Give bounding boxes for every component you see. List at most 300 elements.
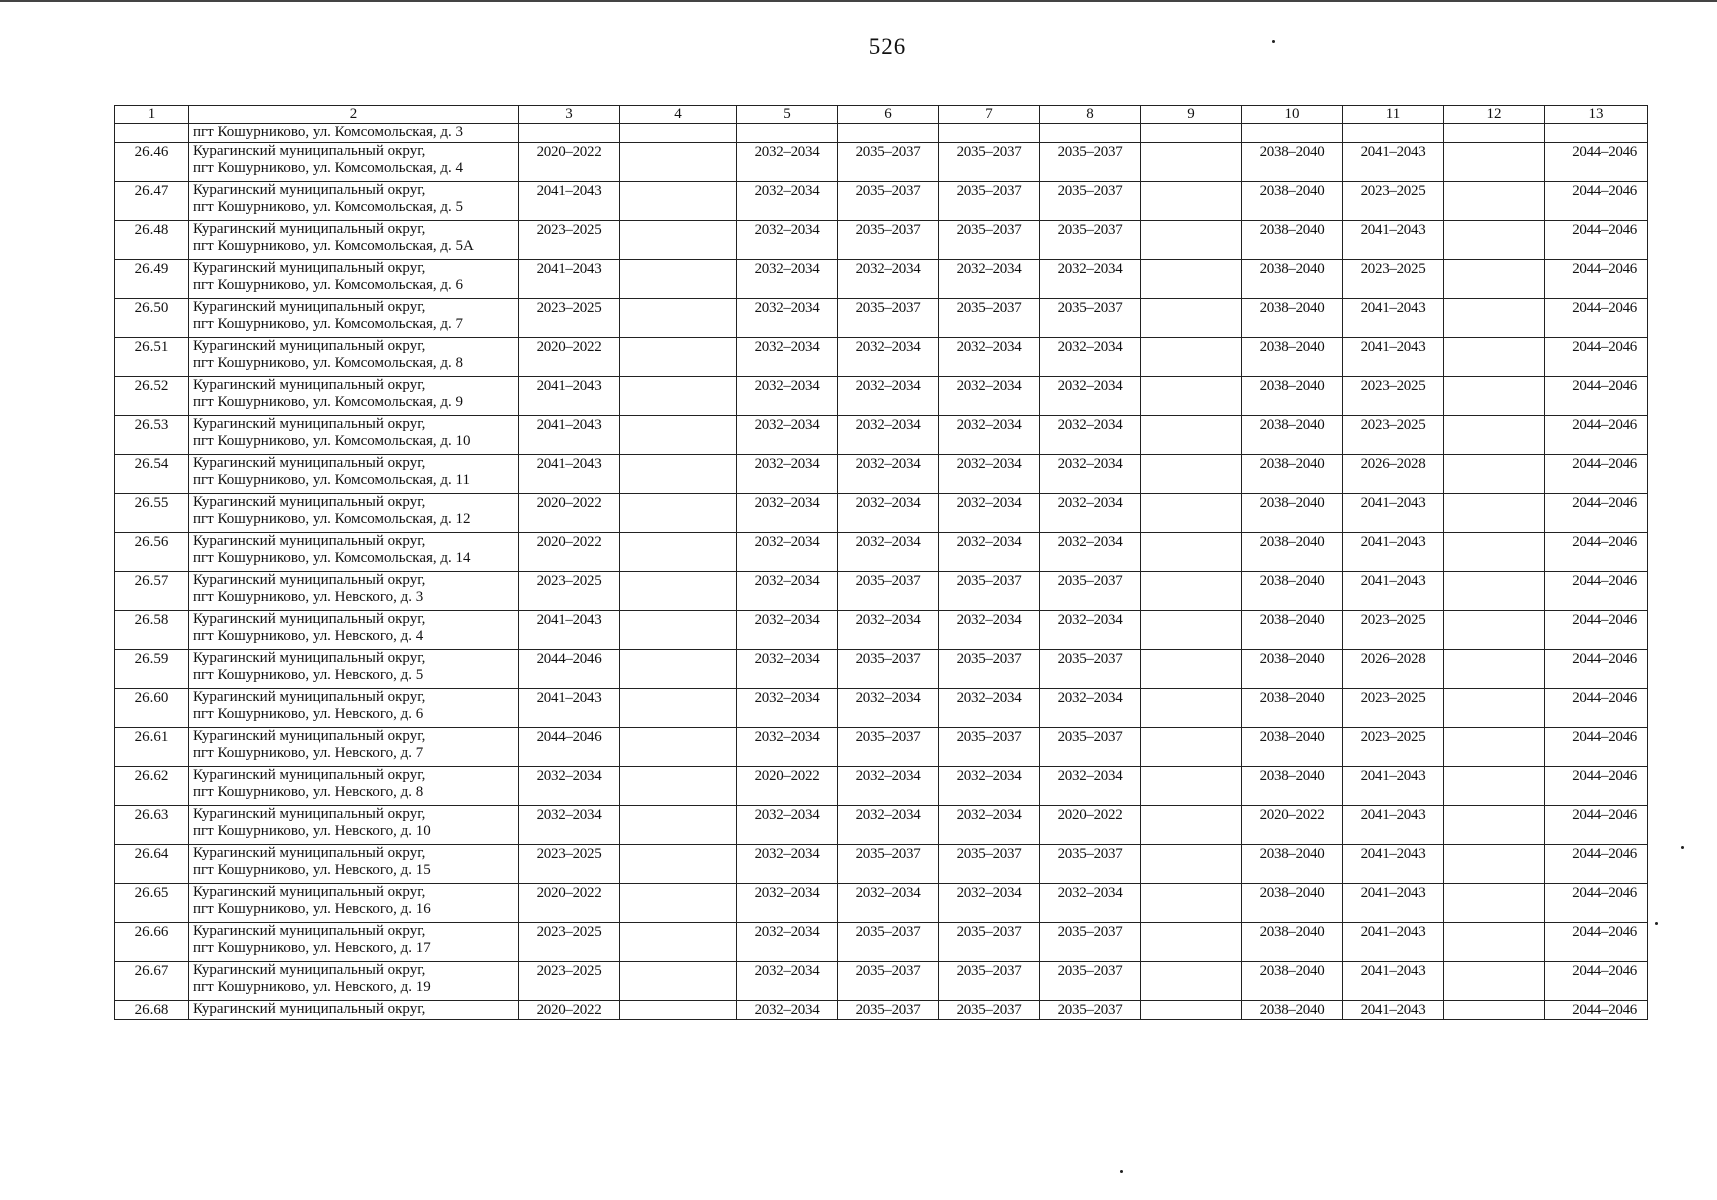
- cell-c10: 2038–2040: [1242, 533, 1343, 572]
- cell-c3: 2032–2034: [519, 806, 620, 845]
- address-line-2: пгт Кошурниково, ул. Комсомольская, д. 5: [193, 199, 464, 215]
- address-line-2: пгт Кошурниково, ул. Невского, д. 15: [193, 862, 431, 878]
- cell-c5: 2032–2034: [737, 611, 838, 650]
- cell-c11: 2041–2043: [1343, 884, 1444, 923]
- address-line-1: Курагинский муниципальный округ,: [193, 221, 426, 237]
- cell-c8: 2035–2037: [1040, 962, 1141, 1001]
- cell-c3: 2020–2022: [519, 884, 620, 923]
- cell-c9: [1141, 338, 1242, 377]
- cell-c11: 2041–2043: [1343, 572, 1444, 611]
- cell-c12: [1444, 923, 1545, 962]
- cell-num: 26.65: [115, 884, 189, 923]
- cell-c10: 2038–2040: [1242, 767, 1343, 806]
- cell-c4: [620, 806, 737, 845]
- cell-c7: 2032–2034: [939, 338, 1040, 377]
- cell-c5: 2032–2034: [737, 689, 838, 728]
- cell-c7: 2035–2037: [939, 299, 1040, 338]
- cell-num: 26.54: [115, 455, 189, 494]
- header-row: [115, 106, 1648, 124]
- address-line-2: пгт Кошурниково, ул. Невского, д. 16: [193, 901, 431, 917]
- cell-c7: 2035–2037: [939, 221, 1040, 260]
- cell-c11: 2041–2043: [1343, 143, 1444, 182]
- address-line-2: пгт Кошурниково, ул. Невского, д. 17: [193, 940, 431, 956]
- address-line-1: Курагинский муниципальный округ,: [193, 338, 426, 354]
- table-row: [115, 377, 1648, 416]
- cell-c3: 2041–2043: [519, 455, 620, 494]
- cell-c10: 2038–2040: [1242, 416, 1343, 455]
- cell-c11: 2041–2043: [1343, 533, 1444, 572]
- table-row: [115, 143, 1648, 182]
- cell-num: 26.66: [115, 923, 189, 962]
- cell-c9: [1141, 650, 1242, 689]
- cell-c13: 2044–2046: [1545, 728, 1648, 767]
- cell-c11: 2041–2043: [1343, 338, 1444, 377]
- cell-c6: 2035–2037: [838, 299, 939, 338]
- cell-c4: [620, 923, 737, 962]
- cell-c4: [620, 221, 737, 260]
- cell-c8: 2035–2037: [1040, 221, 1141, 260]
- address-line-1: Курагинский муниципальный округ,: [193, 728, 426, 744]
- address-line-1: Курагинский муниципальный округ,: [193, 143, 426, 159]
- address-line-1: Курагинский муниципальный округ,: [193, 767, 426, 783]
- cell-c8: 2032–2034: [1040, 338, 1141, 377]
- cell-c6: 2032–2034: [838, 416, 939, 455]
- cell-c6: 2035–2037: [838, 845, 939, 884]
- cell-address: [189, 377, 519, 416]
- cell-c5: 2032–2034: [737, 533, 838, 572]
- cell-address: [189, 221, 519, 260]
- column-header-13: 13: [1545, 106, 1648, 124]
- cell-c7: 2035–2037: [939, 572, 1040, 611]
- cell-c6: 2032–2034: [838, 455, 939, 494]
- address-line-2: пгт Кошурниково, ул. Комсомольская, д. 11: [193, 472, 470, 488]
- cell-address: [189, 1001, 519, 1020]
- table-row: [115, 650, 1648, 689]
- cell-address: [189, 299, 519, 338]
- cell-c9: [1141, 884, 1242, 923]
- cell-c3: 2044–2046: [519, 650, 620, 689]
- cell-c12: [1444, 611, 1545, 650]
- cell-c6: 2032–2034: [838, 884, 939, 923]
- cell-c5: 2032–2034: [737, 1001, 838, 1020]
- cell-c4: [620, 689, 737, 728]
- cell-num: 26.63: [115, 806, 189, 845]
- cell-c9: [1141, 416, 1242, 455]
- address-line-2: пгт Кошурниково, ул. Невского, д. 19: [193, 979, 431, 995]
- cell-c10: 2038–2040: [1242, 377, 1343, 416]
- cell-c13: 2044–2046: [1545, 845, 1648, 884]
- cell-address: [189, 923, 519, 962]
- cell-c4: [620, 533, 737, 572]
- continuation-row: [115, 124, 1648, 143]
- cell-c11: 2023–2025: [1343, 728, 1444, 767]
- address-line-2: пгт Кошурниково, ул. Невского, д. 5: [193, 667, 424, 683]
- cell-address: [189, 455, 519, 494]
- address-line-2: пгт Кошурниково, ул. Комсомольская, д. 12: [193, 511, 471, 527]
- address-line-2: пгт Кошурниково, ул. Невского, д. 3: [193, 589, 424, 605]
- cell-c12: [1444, 533, 1545, 572]
- cell-c4: [620, 572, 737, 611]
- page-number: 526: [868, 34, 907, 59]
- cell-c9: [1141, 455, 1242, 494]
- cell-c10: 2038–2040: [1242, 923, 1343, 962]
- cell-c11: 2023–2025: [1343, 689, 1444, 728]
- cell-c13: 2044–2046: [1545, 767, 1648, 806]
- address-line-2: пгт Кошурниково, ул. Невского, д. 10: [193, 823, 431, 839]
- cell-c13: 2044–2046: [1545, 884, 1648, 923]
- table-row: [115, 416, 1648, 455]
- cell-c5: 2032–2034: [737, 494, 838, 533]
- cell-c11: 2041–2043: [1343, 845, 1444, 884]
- cell-c4: [620, 299, 737, 338]
- cell-c4: [620, 338, 737, 377]
- cell-num: 26.51: [115, 338, 189, 377]
- cell-c3: 2020–2022: [519, 338, 620, 377]
- cell-c13: 2044–2046: [1545, 455, 1648, 494]
- cell-c10: 2038–2040: [1242, 845, 1343, 884]
- table-row: [115, 923, 1648, 962]
- table-row: [115, 767, 1648, 806]
- cell-c11: 2023–2025: [1343, 260, 1444, 299]
- cell-address: [189, 767, 519, 806]
- cell-c8: 2035–2037: [1040, 182, 1141, 221]
- cell-c6: 2032–2034: [838, 377, 939, 416]
- cell-c6: 2035–2037: [838, 650, 939, 689]
- cell-num: 26.47: [115, 182, 189, 221]
- cell-c7: 2035–2037: [939, 923, 1040, 962]
- cell-c3: 2044–2046: [519, 728, 620, 767]
- cell-c5: 2032–2034: [737, 884, 838, 923]
- cell-c4: [620, 416, 737, 455]
- cell-c12: [1444, 728, 1545, 767]
- cell-c7: 2035–2037: [939, 728, 1040, 767]
- cell-c7: 2035–2037: [939, 962, 1040, 1001]
- cell-c13: 2044–2046: [1545, 377, 1648, 416]
- address-line-1: Курагинский муниципальный округ,: [193, 260, 426, 276]
- cell-c12: [1444, 884, 1545, 923]
- cell-c10: 2038–2040: [1242, 221, 1343, 260]
- cell-c11: 2026–2028: [1343, 455, 1444, 494]
- address-line-1: Курагинский муниципальный округ,: [193, 182, 426, 198]
- address-line-2: пгт Кошурниково, ул. Комсомольская, д. 6: [193, 277, 464, 293]
- cell-c3: 2023–2025: [519, 845, 620, 884]
- cell-c4: [620, 182, 737, 221]
- scan-speck: [1655, 922, 1658, 925]
- cell-c10: 2038–2040: [1242, 143, 1343, 182]
- table-row: [115, 260, 1648, 299]
- table-header: [115, 106, 1648, 124]
- cell-c5: 2032–2034: [737, 416, 838, 455]
- cell-c8: 2032–2034: [1040, 455, 1141, 494]
- cell-c10: 2038–2040: [1242, 728, 1343, 767]
- cell-c6: 2035–2037: [838, 728, 939, 767]
- scan-speck: [1120, 1170, 1123, 1173]
- cell-c13: 2044–2046: [1545, 650, 1648, 689]
- cell-c4: [620, 1001, 737, 1020]
- cell-c7: 2032–2034: [939, 806, 1040, 845]
- address-line-1: Курагинский муниципальный округ,: [193, 845, 426, 861]
- cell-address: [189, 572, 519, 611]
- cell-c3: 2041–2043: [519, 416, 620, 455]
- cell-c10: 2038–2040: [1242, 338, 1343, 377]
- cell-c9: [1141, 728, 1242, 767]
- column-header-5: 5: [737, 106, 838, 124]
- cell-c5: 2032–2034: [737, 728, 838, 767]
- address-line-2: пгт Кошурниково, ул. Невского, д. 8: [193, 784, 424, 800]
- cell-c7: 2035–2037: [939, 1001, 1040, 1020]
- cell-c10: 2038–2040: [1242, 884, 1343, 923]
- cell-c13: 2044–2046: [1545, 221, 1648, 260]
- cell-c12: [1444, 221, 1545, 260]
- cell-c3: 2041–2043: [519, 182, 620, 221]
- cell-c8: 2035–2037: [1040, 650, 1141, 689]
- cell-c6: 2032–2034: [838, 494, 939, 533]
- cell-c3: 2041–2043: [519, 611, 620, 650]
- cell-c11: 2023–2025: [1343, 416, 1444, 455]
- address-line-1: Курагинский муниципальный округ,: [193, 962, 426, 978]
- cell-c7: 2032–2034: [939, 260, 1040, 299]
- cell-c8: 2035–2037: [1040, 1001, 1141, 1020]
- cell-c11: 2041–2043: [1343, 767, 1444, 806]
- cell-num: 26.58: [115, 611, 189, 650]
- cell-c5: 2020–2022: [737, 767, 838, 806]
- cell-c11: 2026–2028: [1343, 650, 1444, 689]
- cell-c6: 2035–2037: [838, 182, 939, 221]
- cell-c6: 2032–2034: [838, 806, 939, 845]
- cell-c12: [1444, 299, 1545, 338]
- cell-num: 26.59: [115, 650, 189, 689]
- cell-address: [189, 338, 519, 377]
- cell-c11: 2041–2043: [1343, 1001, 1444, 1020]
- cell-c12: [1444, 494, 1545, 533]
- cell-c7: 2032–2034: [939, 767, 1040, 806]
- cell-c6: 2035–2037: [838, 962, 939, 1001]
- cell-c11: 2023–2025: [1343, 182, 1444, 221]
- column-header-7: 7: [939, 106, 1040, 124]
- cell-c8: 2035–2037: [1040, 572, 1141, 611]
- cell-c13: 2044–2046: [1545, 923, 1648, 962]
- cell-c8: 2032–2034: [1040, 377, 1141, 416]
- cell-address: [189, 806, 519, 845]
- cell-c5: 2032–2034: [737, 377, 838, 416]
- cell-c5: 2032–2034: [737, 182, 838, 221]
- cell-c8: 2035–2037: [1040, 143, 1141, 182]
- address-line-1: Курагинский муниципальный округ,: [193, 572, 426, 588]
- cell-c10: 2038–2040: [1242, 572, 1343, 611]
- cell-num: 26.67: [115, 962, 189, 1001]
- cell-c11: 2041–2043: [1343, 806, 1444, 845]
- cell-c7: 2032–2034: [939, 611, 1040, 650]
- cell-c3: 2023–2025: [519, 221, 620, 260]
- cell-address: [189, 962, 519, 1001]
- cell-c5: 2032–2034: [737, 338, 838, 377]
- cell-c8: 2032–2034: [1040, 689, 1141, 728]
- cell-c5: 2032–2034: [737, 260, 838, 299]
- register-table: [114, 105, 1648, 1020]
- cell-c3: 2023–2025: [519, 572, 620, 611]
- cell-c10: 2038–2040: [1242, 650, 1343, 689]
- cell-c13: 2044–2046: [1545, 416, 1648, 455]
- cell-c8: 2032–2034: [1040, 533, 1141, 572]
- column-header-6: 6: [838, 106, 939, 124]
- cell-c11: 2041–2043: [1343, 923, 1444, 962]
- cell-c10: 2038–2040: [1242, 611, 1343, 650]
- cell-c5: 2032–2034: [737, 923, 838, 962]
- cell-c5: 2032–2034: [737, 299, 838, 338]
- cell-c8: 2032–2034: [1040, 260, 1141, 299]
- column-header-8: 8: [1040, 106, 1141, 124]
- table-row: [115, 455, 1648, 494]
- address-line-1: Курагинский муниципальный округ,: [193, 416, 426, 432]
- cell-c4: [620, 494, 737, 533]
- cell-c9: [1141, 962, 1242, 1001]
- cell-c3: 2020–2022: [519, 143, 620, 182]
- cell-c13: 2044–2046: [1545, 533, 1648, 572]
- cell-c5: 2032–2034: [737, 455, 838, 494]
- address-line-1: Курагинский муниципальный округ,: [193, 494, 426, 510]
- address-line-1: Курагинский муниципальный округ,: [193, 533, 426, 549]
- cell-c12: [1444, 260, 1545, 299]
- cell-num: 26.48: [115, 221, 189, 260]
- cell-c3: 2023–2025: [519, 962, 620, 1001]
- cell-num: 26.49: [115, 260, 189, 299]
- cell-c13: 2044–2046: [1545, 611, 1648, 650]
- cell-num: 26.55: [115, 494, 189, 533]
- address-line-1: Курагинский муниципальный округ,: [193, 1001, 426, 1017]
- column-header-1: 1: [115, 106, 189, 124]
- cell-c11: 2041–2043: [1343, 962, 1444, 1001]
- cell-c7: 2032–2034: [939, 884, 1040, 923]
- cell-c3: 2023–2025: [519, 923, 620, 962]
- cell-c6: 2032–2034: [838, 611, 939, 650]
- cell-c13: 2044–2046: [1545, 299, 1648, 338]
- cell-c12: [1444, 377, 1545, 416]
- address-line-2: пгт Кошурниково, ул. Комсомольская, д. 5А: [193, 238, 474, 254]
- table-row: [115, 611, 1648, 650]
- cell-c8: 2032–2034: [1040, 884, 1141, 923]
- cell-c3: 2020–2022: [519, 1001, 620, 1020]
- address-line-1: Курагинский муниципальный округ,: [193, 455, 426, 471]
- table-row: [115, 182, 1648, 221]
- cell-c10: 2038–2040: [1242, 689, 1343, 728]
- address-line-1: Курагинский муниципальный округ,: [193, 689, 426, 705]
- cell-c5: 2032–2034: [737, 962, 838, 1001]
- cell-c13: 2044–2046: [1545, 494, 1648, 533]
- address-line-2: пгт Кошурниково, ул. Комсомольская, д. 9: [193, 394, 464, 410]
- cell-c7: 2032–2034: [939, 533, 1040, 572]
- cell-c9: [1141, 221, 1242, 260]
- table-row: [115, 806, 1648, 845]
- cell-c12: [1444, 143, 1545, 182]
- cell-c7: 2032–2034: [939, 377, 1040, 416]
- cell-c4: [620, 377, 737, 416]
- cell-c8: 2035–2037: [1040, 728, 1141, 767]
- address-line-1: Курагинский муниципальный округ,: [193, 377, 426, 393]
- cell-c10: 2038–2040: [1242, 182, 1343, 221]
- column-header-12: 12: [1444, 106, 1545, 124]
- cell-address: [189, 650, 519, 689]
- cell-c4: [620, 455, 737, 494]
- cell-c7: 2035–2037: [939, 845, 1040, 884]
- cell-c10: 2020–2022: [1242, 806, 1343, 845]
- cell-c8: 2035–2037: [1040, 845, 1141, 884]
- cell-c12: [1444, 416, 1545, 455]
- cell-num: 26.52: [115, 377, 189, 416]
- cell-num: 26.53: [115, 416, 189, 455]
- cell-address: [189, 845, 519, 884]
- cell-c13: 2044–2046: [1545, 572, 1648, 611]
- table-row: [115, 1001, 1648, 1020]
- cell-c12: [1444, 806, 1545, 845]
- cell-c6: 2032–2034: [838, 767, 939, 806]
- cell-c6: 2035–2037: [838, 221, 939, 260]
- cell-c6: 2035–2037: [838, 923, 939, 962]
- cell-c11: 2023–2025: [1343, 611, 1444, 650]
- cell-c4: [620, 143, 737, 182]
- cell-c5: 2032–2034: [737, 143, 838, 182]
- cell-address: [189, 416, 519, 455]
- cell-c6: 2032–2034: [838, 689, 939, 728]
- cell-address: [189, 533, 519, 572]
- cell-c7: 2032–2034: [939, 416, 1040, 455]
- cell-c3: 2032–2034: [519, 767, 620, 806]
- cell-c8: 2032–2034: [1040, 494, 1141, 533]
- cell-c11: 2023–2025: [1343, 377, 1444, 416]
- cell-c8: 2020–2022: [1040, 806, 1141, 845]
- cell-c4: [620, 845, 737, 884]
- cell-num: 26.68: [115, 1001, 189, 1020]
- address-line-1: Курагинский муниципальный округ,: [193, 611, 426, 627]
- cell-c4: [620, 260, 737, 299]
- cell-c9: [1141, 299, 1242, 338]
- cell-num: 26.62: [115, 767, 189, 806]
- address-line-2: пгт Кошурниково, ул. Невского, д. 7: [193, 745, 424, 761]
- table-row: [115, 728, 1648, 767]
- address-line-2: пгт Кошурниково, ул. Комсомольская, д. 14: [193, 550, 471, 566]
- cell-c12: [1444, 572, 1545, 611]
- cell-c8: 2032–2034: [1040, 416, 1141, 455]
- cell-c5: 2032–2034: [737, 806, 838, 845]
- table-row: [115, 689, 1648, 728]
- address-line-1: Курагинский муниципальный округ,: [193, 650, 426, 666]
- cell-c13: 2044–2046: [1545, 182, 1648, 221]
- cell-c7: 2035–2037: [939, 143, 1040, 182]
- cell-c8: 2035–2037: [1040, 923, 1141, 962]
- column-header-4: 4: [620, 106, 737, 124]
- cell-c4: [620, 728, 737, 767]
- cell-c3: 2020–2022: [519, 533, 620, 572]
- cell-c9: [1141, 767, 1242, 806]
- cell-c11: 2041–2043: [1343, 494, 1444, 533]
- cell-c12: [1444, 767, 1545, 806]
- cell-c4: [620, 611, 737, 650]
- address-line-1: Курагинский муниципальный округ,: [193, 884, 426, 900]
- cell-address: [189, 689, 519, 728]
- table-body: [115, 124, 1648, 1020]
- cell-address: пгт Кошурниково, ул. Комсомольская, д. 3: [189, 124, 519, 143]
- cell-c4: [620, 884, 737, 923]
- table-row: [115, 533, 1648, 572]
- cell-address: [189, 611, 519, 650]
- column-header-10: 10: [1242, 106, 1343, 124]
- table-row: [115, 572, 1648, 611]
- cell-c13: 2044–2046: [1545, 806, 1648, 845]
- cell-c9: [1141, 533, 1242, 572]
- cell-c10: 2038–2040: [1242, 1001, 1343, 1020]
- address-line-2: пгт Кошурниково, ул. Невского, д. 4: [193, 628, 424, 644]
- cell-c8: 2032–2034: [1040, 611, 1141, 650]
- cell-c4: [620, 650, 737, 689]
